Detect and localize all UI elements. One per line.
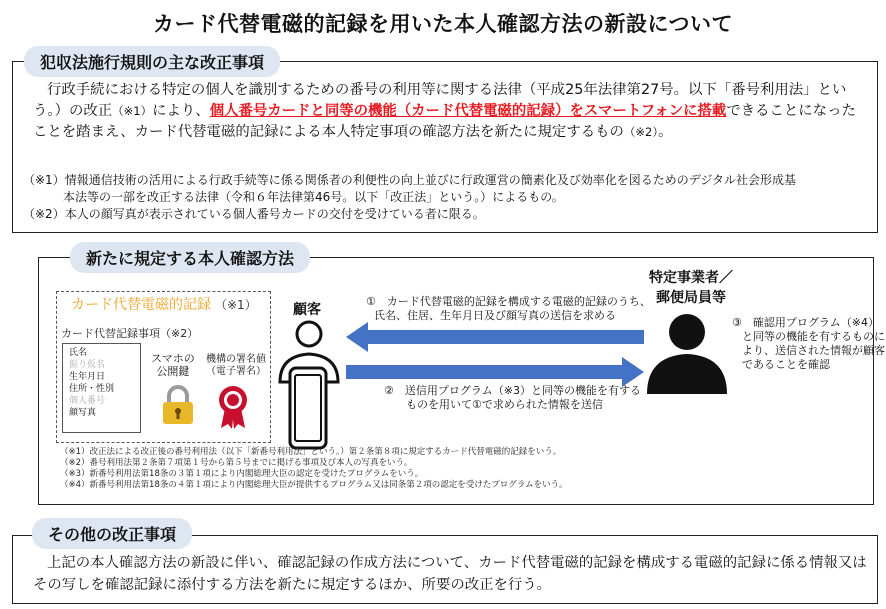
send-step-text (384, 384, 641, 412)
verify-step-line1: ③ 確認用プログラム（※4） (732, 316, 879, 329)
section-heading-new-method: 新たに規定する本人確認方法 (70, 242, 310, 273)
request-step-text (366, 295, 651, 323)
card-substitute-record (56, 291, 271, 443)
note-2: （※2）本人の顔写真が表示されている個人番号カードの交付を受けている者に限る。 (23, 207, 485, 221)
customer-label: 顧客 (293, 302, 321, 318)
card-title-note: （※1） (215, 298, 257, 312)
note-1-line2: 本法等の一部を改正する法律（令和６年法律第46号。以下「改正法」という。）によるもの。 (63, 190, 564, 204)
phone-public-key-label (151, 352, 195, 378)
method-footnotes (60, 447, 568, 491)
field-my-number: 個人番号 (69, 396, 106, 406)
operator-person-icon (645, 312, 729, 396)
field-name: 氏名 (69, 348, 88, 358)
operator-label-line2: 郵便局員等 (656, 290, 726, 306)
card-record-items-label: カード代替記録事項（※2） (61, 327, 199, 340)
request-arrow (346, 322, 644, 352)
card-title: カード代替電磁的記録 (71, 297, 211, 313)
seal-ribbon-icon (217, 384, 249, 430)
method-footnote-4: （※4）新番号利用法第18条の４第１項により内閣総理大臣が提供するプログラム又は同条第２項の認定を受けたプログラムをいう。 (60, 480, 568, 490)
note-1-line1: （※1）情報通信技術の活用による行政手続等に係る関係者の利便性の向上並びに行政運営の簡素化及び効率化を図るためのデジタル社会形成基 (23, 173, 796, 187)
verify-step-line2: と同等の機能を有するものに (742, 330, 885, 343)
highlight-text: 個人番号カードと同等の機能（カード代替電磁的記録）をスマートフォンに搭載 (209, 103, 727, 119)
field-photo: 顔写真 (69, 408, 97, 418)
request-step-line1: ① カード代替電磁的記録を構成する電磁的記録のうち、 (366, 295, 651, 308)
signature-label (206, 354, 266, 378)
other-amendments-body: 上記の本人確認方法の新設に伴い、確認記録の作成方法について、カード代替電磁的記録を構成する電磁的記録に係る情報又はその写しを確認記録に添付する方法を新たに規定するほか、所要の改正を行う。 (33, 555, 867, 593)
body-part1: 行政手続における特定の個人を識別するための番号の利用等に関する法律（平成25年法律第27号。以下「番号利用法」という。）の改正 (33, 82, 847, 119)
verify-step-line4: であることを確認 (742, 358, 830, 371)
amendment-summary-box (12, 61, 878, 233)
section-heading-amendments: 犯収法施行規則の主な改正事項 (24, 46, 280, 77)
field-address-gender: 住所・性別 (69, 384, 115, 394)
pubkey-line1: スマホの (151, 352, 195, 365)
signature-line1: 機構の署名値 (206, 354, 266, 365)
note-ref-2: （※2） (623, 125, 659, 139)
signature-line2: （電子署名） (206, 366, 266, 377)
method-footnote-2: （※2）番号利用法第２条第７項第１号から第５号までに掲げる事項及び本人の写真をいう。 (60, 458, 413, 468)
operator-label-line1: 特定事業者／ (649, 270, 733, 286)
verify-step-text (732, 316, 885, 372)
amendment-notes (23, 172, 871, 223)
send-step-line1: ② 送信用プログラム（※3）と同等の機能を有する (384, 384, 641, 397)
send-step-line2: ものを用いて①で求められた情報を送信 (406, 398, 603, 411)
section-heading-other: その他の改正事項 (32, 518, 192, 549)
verify-step-line3: より、送信された情報が顧客 (742, 344, 885, 357)
method-footnote-3: （※3）新番号利用法第18条の３第１項により内閣総理大臣の認定を受けたプログラムをいう。 (60, 469, 424, 479)
body-part4: 。 (658, 124, 673, 140)
page-title: カード代替電磁的記録を用いた本人確認方法の新設について (152, 12, 734, 36)
method-footnote-1: （※1）改正法による改正後の番号利用法（以下「新番号利用法」という。）第２条第８項に規定するカード代替電磁的記録をいう。 (60, 447, 562, 457)
customer-person-icon (276, 320, 342, 452)
body-part2: により、 (152, 103, 210, 119)
pubkey-line2: 公開鍵 (156, 365, 190, 378)
other-amendments-text (33, 552, 869, 596)
field-birthdate: 生年月日 (69, 372, 106, 382)
note-ref-1: （※1） (112, 104, 153, 118)
padlock-icon (161, 385, 195, 425)
card-record-items (62, 343, 141, 433)
send-arrow (346, 357, 644, 387)
body-part3: できることになったことを踏まえ、カード代替電磁的記録による本人特定事項の確認方法を新たに規定するもの (33, 103, 856, 140)
amendment-summary-text (33, 80, 869, 143)
request-step-line2: 氏名、住居、生年月日及び顔写真の送信を求める (374, 309, 616, 322)
field-furigana: 振り仮名 (69, 360, 106, 370)
